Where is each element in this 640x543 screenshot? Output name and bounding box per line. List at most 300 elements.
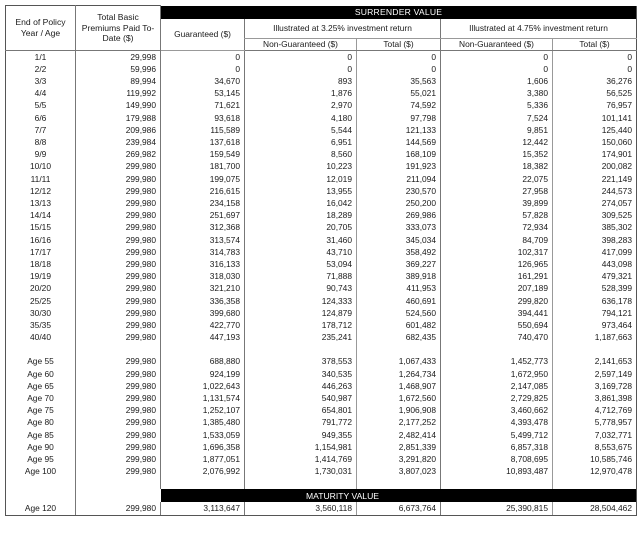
row-non-guaranteed-low: 5,544 <box>245 124 357 136</box>
row-non-guaranteed-high: 27,958 <box>441 185 553 197</box>
row-premiums: 299,980 <box>76 185 161 197</box>
row-total-low: 74,592 <box>357 99 441 111</box>
row-non-guaranteed-high: 18,382 <box>441 160 553 172</box>
table-row <box>6 392 637 404</box>
row-year-age: Age 65 <box>6 380 76 392</box>
row-year-age: 5/5 <box>6 99 76 111</box>
table-row <box>6 234 637 246</box>
row-premiums: 269,982 <box>76 148 161 160</box>
row-year-age: Age 70 <box>6 392 76 404</box>
row-premiums: 299,980 <box>76 295 161 307</box>
row-total-high: 1,187,663 <box>553 331 637 343</box>
row-premiums: 299,980 <box>76 453 161 465</box>
row-non-guaranteed-high: 1,606 <box>441 75 553 87</box>
row-year-age: 8/8 <box>6 136 76 148</box>
row-year-age: Age 85 <box>6 429 76 441</box>
table-row <box>6 295 637 307</box>
row-year-age: 10/10 <box>6 160 76 172</box>
row-year-age: 15/15 <box>6 221 76 233</box>
row-total-high: 7,032,771 <box>553 429 637 441</box>
row-guaranteed: 399,680 <box>161 307 245 319</box>
row-year-age: Age 80 <box>6 416 76 428</box>
policy-year-rows <box>6 50 637 343</box>
row-guaranteed: 234,158 <box>161 197 245 209</box>
row-total-high: 2,597,149 <box>553 368 637 380</box>
maturity-premiums: 299,980 <box>76 502 161 516</box>
row-non-guaranteed-low: 1,414,769 <box>245 453 357 465</box>
spacer-cell <box>441 343 553 355</box>
row-guaranteed: 53,145 <box>161 87 245 99</box>
row-year-age: 35/35 <box>6 319 76 331</box>
row-premiums: 299,980 <box>76 173 161 185</box>
row-total-high: 221,149 <box>553 173 637 185</box>
row-year-age: 7/7 <box>6 124 76 136</box>
row-year-age: Age 60 <box>6 368 76 380</box>
header-non-guaranteed-high: Non-Guaranteed ($) <box>441 38 553 50</box>
header-year-age: End of Policy Year / Age <box>6 6 76 51</box>
row-premiums: 299,980 <box>76 429 161 441</box>
row-non-guaranteed-high: 8,708,695 <box>441 453 553 465</box>
row-non-guaranteed-low: 16,042 <box>245 197 357 209</box>
spacer-cell <box>76 343 161 355</box>
spacer-cell <box>553 343 637 355</box>
row-year-age: 20/20 <box>6 282 76 294</box>
spacer-cell <box>76 477 161 489</box>
row-total-high: 309,525 <box>553 209 637 221</box>
row-non-guaranteed-high: 22,075 <box>441 173 553 185</box>
row-non-guaranteed-high: 3,460,662 <box>441 404 553 416</box>
row-total-low: 269,986 <box>357 209 441 221</box>
row-year-age: 3/3 <box>6 75 76 87</box>
row-total-high: 244,573 <box>553 185 637 197</box>
row-guaranteed: 251,697 <box>161 209 245 221</box>
spacer-cell <box>245 343 357 355</box>
table-row <box>6 148 637 160</box>
table-row <box>6 221 637 233</box>
table-row <box>6 465 637 477</box>
row-total-high: 528,399 <box>553 282 637 294</box>
row-non-guaranteed-low: 378,553 <box>245 355 357 367</box>
maturity-value-title: MATURITY VALUE <box>245 489 441 501</box>
row-guaranteed: 1,022,643 <box>161 380 245 392</box>
row-year-age: Age 100 <box>6 465 76 477</box>
row-non-guaranteed-high: 550,694 <box>441 319 553 331</box>
surrender-value-title: SURRENDER VALUE <box>161 6 637 19</box>
row-total-low: 460,691 <box>357 295 441 307</box>
header-scenario-high: Illustrated at 4.75% investment return <box>441 19 637 39</box>
spacer-cell <box>245 477 357 489</box>
row-non-guaranteed-low: 1,730,031 <box>245 465 357 477</box>
row-guaranteed: 1,533,059 <box>161 429 245 441</box>
maturity-total-high: 28,504,462 <box>553 502 637 516</box>
maturity-non-guaranteed-low: 3,560,118 <box>245 502 357 516</box>
row-total-high: 398,283 <box>553 234 637 246</box>
row-total-low: 345,034 <box>357 234 441 246</box>
row-guaranteed: 1,252,107 <box>161 404 245 416</box>
row-premiums: 299,980 <box>76 246 161 258</box>
row-year-age: 17/17 <box>6 246 76 258</box>
row-total-high: 443,098 <box>553 258 637 270</box>
row-guaranteed: 312,368 <box>161 221 245 233</box>
row-total-low: 35,563 <box>357 75 441 87</box>
header-guaranteed: Guaranteed ($) <box>161 19 245 51</box>
row-year-age: 4/4 <box>6 87 76 99</box>
row-total-low: 144,569 <box>357 136 441 148</box>
row-premiums: 299,980 <box>76 416 161 428</box>
row-non-guaranteed-low: 540,987 <box>245 392 357 404</box>
row-year-age: Age 90 <box>6 441 76 453</box>
row-non-guaranteed-high: 740,470 <box>441 331 553 343</box>
row-year-age: 40/40 <box>6 331 76 343</box>
row-non-guaranteed-high: 0 <box>441 50 553 63</box>
row-guaranteed: 316,133 <box>161 258 245 270</box>
row-total-low: 524,560 <box>357 307 441 319</box>
spacer-row <box>6 477 637 489</box>
row-non-guaranteed-low: 1,154,981 <box>245 441 357 453</box>
row-premiums: 299,980 <box>76 404 161 416</box>
row-guaranteed: 1,696,358 <box>161 441 245 453</box>
row-total-low: 358,492 <box>357 246 441 258</box>
row-total-low: 250,200 <box>357 197 441 209</box>
row-premiums: 149,990 <box>76 99 161 111</box>
row-total-high: 76,957 <box>553 99 637 111</box>
row-non-guaranteed-low: 446,263 <box>245 380 357 392</box>
row-premiums: 299,980 <box>76 160 161 172</box>
row-premiums: 299,980 <box>76 392 161 404</box>
maturity-bar-left <box>161 489 245 501</box>
row-guaranteed: 93,618 <box>161 112 245 124</box>
row-non-guaranteed-low: 4,180 <box>245 112 357 124</box>
row-total-low: 2,177,252 <box>357 416 441 428</box>
row-premiums: 299,980 <box>76 465 161 477</box>
row-total-low: 0 <box>357 50 441 63</box>
table-row <box>6 160 637 172</box>
row-premiums: 209,986 <box>76 124 161 136</box>
row-non-guaranteed-low: 53,094 <box>245 258 357 270</box>
spacer-row <box>6 343 637 355</box>
row-total-high: 479,321 <box>553 270 637 282</box>
row-total-high: 150,060 <box>553 136 637 148</box>
row-total-high: 8,553,675 <box>553 441 637 453</box>
row-total-low: 55,021 <box>357 87 441 99</box>
row-total-low: 389,918 <box>357 270 441 282</box>
header-scenario-low: Illustrated at 3.25% investment return <box>245 19 441 39</box>
row-non-guaranteed-low: 71,888 <box>245 270 357 282</box>
row-guaranteed: 137,618 <box>161 136 245 148</box>
table-row <box>6 124 637 136</box>
row-total-low: 230,570 <box>357 185 441 197</box>
table-row <box>6 368 637 380</box>
row-year-age: 13/13 <box>6 197 76 209</box>
row-total-high: 274,057 <box>553 197 637 209</box>
row-non-guaranteed-low: 124,879 <box>245 307 357 319</box>
row-year-age: Age 55 <box>6 355 76 367</box>
row-non-guaranteed-high: 5,499,712 <box>441 429 553 441</box>
row-premiums: 299,980 <box>76 319 161 331</box>
row-year-age: 2/2 <box>6 63 76 75</box>
row-total-low: 369,227 <box>357 258 441 270</box>
row-year-age: 12/12 <box>6 185 76 197</box>
spacer-cell <box>357 477 441 489</box>
row-total-high: 12,970,478 <box>553 465 637 477</box>
row-year-age: Age 95 <box>6 453 76 465</box>
row-non-guaranteed-low: 43,710 <box>245 246 357 258</box>
row-non-guaranteed-high: 4,393,478 <box>441 416 553 428</box>
row-premiums: 299,980 <box>76 234 161 246</box>
table-row <box>6 331 637 343</box>
table-row <box>6 453 637 465</box>
row-non-guaranteed-high: 39,899 <box>441 197 553 209</box>
row-year-age: 1/1 <box>6 50 76 63</box>
row-non-guaranteed-high: 1,672,950 <box>441 368 553 380</box>
row-guaranteed: 181,700 <box>161 160 245 172</box>
table-row <box>6 173 637 185</box>
row-premiums: 239,984 <box>76 136 161 148</box>
row-premiums: 299,980 <box>76 307 161 319</box>
row-year-age: 19/19 <box>6 270 76 282</box>
row-guaranteed: 115,589 <box>161 124 245 136</box>
row-total-low: 1,906,908 <box>357 404 441 416</box>
row-non-guaranteed-low: 18,289 <box>245 209 357 221</box>
spacer-cell <box>6 343 76 355</box>
spacer-cell <box>553 477 637 489</box>
table-row <box>6 75 637 87</box>
table-row <box>6 429 637 441</box>
row-premiums: 59,996 <box>76 63 161 75</box>
row-non-guaranteed-high: 15,352 <box>441 148 553 160</box>
spacer-cell <box>161 477 245 489</box>
row-total-low: 121,133 <box>357 124 441 136</box>
row-premiums: 299,980 <box>76 441 161 453</box>
row-guaranteed: 1,877,051 <box>161 453 245 465</box>
row-non-guaranteed-low: 124,333 <box>245 295 357 307</box>
maturity-total-low: 6,673,764 <box>357 502 441 516</box>
row-non-guaranteed-high: 7,524 <box>441 112 553 124</box>
row-guaranteed: 924,199 <box>161 368 245 380</box>
row-non-guaranteed-high: 9,851 <box>441 124 553 136</box>
row-non-guaranteed-high: 12,442 <box>441 136 553 148</box>
spacer-cell <box>357 343 441 355</box>
row-non-guaranteed-high: 1,452,773 <box>441 355 553 367</box>
table-row <box>6 246 637 258</box>
row-guaranteed: 0 <box>161 63 245 75</box>
table-row <box>6 270 637 282</box>
maturity-non-guaranteed-high: 25,390,815 <box>441 502 553 516</box>
table-row <box>6 307 637 319</box>
row-non-guaranteed-high: 10,893,487 <box>441 465 553 477</box>
row-total-high: 0 <box>553 50 637 63</box>
row-total-low: 1,264,734 <box>357 368 441 380</box>
row-premiums: 119,992 <box>76 87 161 99</box>
row-non-guaranteed-low: 178,712 <box>245 319 357 331</box>
maturity-guaranteed: 3,113,647 <box>161 502 245 516</box>
spacer-cell <box>76 489 161 501</box>
maturity-header-row <box>6 489 637 501</box>
table-row <box>6 197 637 209</box>
maturity-row <box>6 502 637 516</box>
row-non-guaranteed-low: 791,772 <box>245 416 357 428</box>
row-premiums: 29,998 <box>76 50 161 63</box>
row-year-age: 18/18 <box>6 258 76 270</box>
header-non-guaranteed-low: Non-Guaranteed ($) <box>245 38 357 50</box>
row-non-guaranteed-low: 340,535 <box>245 368 357 380</box>
row-year-age: 14/14 <box>6 209 76 221</box>
table-row <box>6 63 637 75</box>
row-year-age: 11/11 <box>6 173 76 185</box>
table-row <box>6 209 637 221</box>
table-row <box>6 112 637 124</box>
row-non-guaranteed-high: 5,336 <box>441 99 553 111</box>
row-year-age: Age 75 <box>6 404 76 416</box>
table-row <box>6 185 637 197</box>
row-non-guaranteed-high: 299,820 <box>441 295 553 307</box>
row-total-low: 3,291,820 <box>357 453 441 465</box>
row-premiums: 89,994 <box>76 75 161 87</box>
benefit-illustration-table <box>5 5 637 516</box>
table-row <box>6 380 637 392</box>
row-non-guaranteed-high: 2,147,085 <box>441 380 553 392</box>
row-year-age: 16/16 <box>6 234 76 246</box>
row-guaranteed: 321,210 <box>161 282 245 294</box>
row-non-guaranteed-low: 12,019 <box>245 173 357 185</box>
row-premiums: 299,980 <box>76 270 161 282</box>
maturity-bar-right <box>441 489 637 501</box>
row-guaranteed: 216,615 <box>161 185 245 197</box>
row-total-low: 0 <box>357 63 441 75</box>
spacer-cell <box>441 477 553 489</box>
row-total-high: 56,525 <box>553 87 637 99</box>
row-non-guaranteed-low: 31,460 <box>245 234 357 246</box>
row-non-guaranteed-low: 6,951 <box>245 136 357 148</box>
row-guaranteed: 0 <box>161 50 245 63</box>
row-total-high: 3,169,728 <box>553 380 637 392</box>
row-non-guaranteed-low: 0 <box>245 63 357 75</box>
table-row <box>6 355 637 367</box>
row-total-low: 333,073 <box>357 221 441 233</box>
row-guaranteed: 1,385,480 <box>161 416 245 428</box>
row-non-guaranteed-low: 235,241 <box>245 331 357 343</box>
row-total-low: 411,953 <box>357 282 441 294</box>
row-non-guaranteed-low: 0 <box>245 50 357 63</box>
header-total-low: Total ($) <box>357 38 441 50</box>
row-guaranteed: 447,193 <box>161 331 245 343</box>
row-non-guaranteed-low: 893 <box>245 75 357 87</box>
row-total-high: 417,099 <box>553 246 637 258</box>
spacer-cell <box>6 489 76 501</box>
row-year-age: 9/9 <box>6 148 76 160</box>
row-total-high: 794,121 <box>553 307 637 319</box>
row-total-high: 36,276 <box>553 75 637 87</box>
row-total-high: 5,778,957 <box>553 416 637 428</box>
row-guaranteed: 199,075 <box>161 173 245 185</box>
row-total-low: 1,468,907 <box>357 380 441 392</box>
header-total-high: Total ($) <box>553 38 637 50</box>
maturity-age: Age 120 <box>6 502 76 516</box>
row-total-high: 200,082 <box>553 160 637 172</box>
row-non-guaranteed-high: 102,317 <box>441 246 553 258</box>
row-total-high: 174,901 <box>553 148 637 160</box>
row-premiums: 299,980 <box>76 355 161 367</box>
row-non-guaranteed-high: 3,380 <box>441 87 553 99</box>
row-guaranteed: 422,770 <box>161 319 245 331</box>
row-non-guaranteed-low: 1,876 <box>245 87 357 99</box>
table-row <box>6 319 637 331</box>
row-non-guaranteed-low: 949,355 <box>245 429 357 441</box>
row-non-guaranteed-high: 207,189 <box>441 282 553 294</box>
row-total-low: 211,094 <box>357 173 441 185</box>
row-total-low: 601,482 <box>357 319 441 331</box>
table-row <box>6 87 637 99</box>
row-non-guaranteed-low: 8,560 <box>245 148 357 160</box>
table-row <box>6 441 637 453</box>
table-row <box>6 99 637 111</box>
row-total-high: 101,141 <box>553 112 637 124</box>
row-non-guaranteed-high: 0 <box>441 63 553 75</box>
row-guaranteed: 34,670 <box>161 75 245 87</box>
row-non-guaranteed-low: 13,955 <box>245 185 357 197</box>
row-non-guaranteed-low: 2,970 <box>245 99 357 111</box>
row-non-guaranteed-high: 394,441 <box>441 307 553 319</box>
row-total-high: 385,302 <box>553 221 637 233</box>
table-row <box>6 404 637 416</box>
table-row <box>6 416 637 428</box>
row-total-low: 2,851,339 <box>357 441 441 453</box>
row-total-low: 3,807,023 <box>357 465 441 477</box>
row-year-age: 25/25 <box>6 295 76 307</box>
row-premiums: 299,980 <box>76 380 161 392</box>
row-total-low: 168,109 <box>357 148 441 160</box>
row-total-low: 1,067,433 <box>357 355 441 367</box>
row-total-high: 4,712,769 <box>553 404 637 416</box>
row-year-age: 6/6 <box>6 112 76 124</box>
row-guaranteed: 688,880 <box>161 355 245 367</box>
row-total-low: 2,482,414 <box>357 429 441 441</box>
row-non-guaranteed-low: 10,223 <box>245 160 357 172</box>
row-guaranteed: 1,131,574 <box>161 392 245 404</box>
row-guaranteed: 2,076,992 <box>161 465 245 477</box>
row-non-guaranteed-low: 90,743 <box>245 282 357 294</box>
row-premiums: 299,980 <box>76 368 161 380</box>
row-total-high: 125,440 <box>553 124 637 136</box>
row-non-guaranteed-high: 72,934 <box>441 221 553 233</box>
row-total-high: 10,585,746 <box>553 453 637 465</box>
table-row <box>6 258 637 270</box>
row-non-guaranteed-high: 6,857,318 <box>441 441 553 453</box>
row-premiums: 179,988 <box>76 112 161 124</box>
row-year-age: 30/30 <box>6 307 76 319</box>
row-non-guaranteed-high: 2,729,825 <box>441 392 553 404</box>
row-total-low: 191,923 <box>357 160 441 172</box>
table-row <box>6 50 637 63</box>
row-total-high: 636,178 <box>553 295 637 307</box>
table-row <box>6 282 637 294</box>
spacer-cell <box>6 477 76 489</box>
row-premiums: 299,980 <box>76 258 161 270</box>
row-total-high: 973,464 <box>553 319 637 331</box>
row-non-guaranteed-high: 84,709 <box>441 234 553 246</box>
row-guaranteed: 336,358 <box>161 295 245 307</box>
row-total-low: 97,798 <box>357 112 441 124</box>
row-total-high: 2,141,653 <box>553 355 637 367</box>
spacer-cell <box>161 343 245 355</box>
row-premiums: 299,980 <box>76 282 161 294</box>
row-premiums: 299,980 <box>76 331 161 343</box>
row-premiums: 299,980 <box>76 197 161 209</box>
row-premiums: 299,980 <box>76 221 161 233</box>
row-guaranteed: 313,574 <box>161 234 245 246</box>
row-guaranteed: 71,621 <box>161 99 245 111</box>
row-total-high: 0 <box>553 63 637 75</box>
